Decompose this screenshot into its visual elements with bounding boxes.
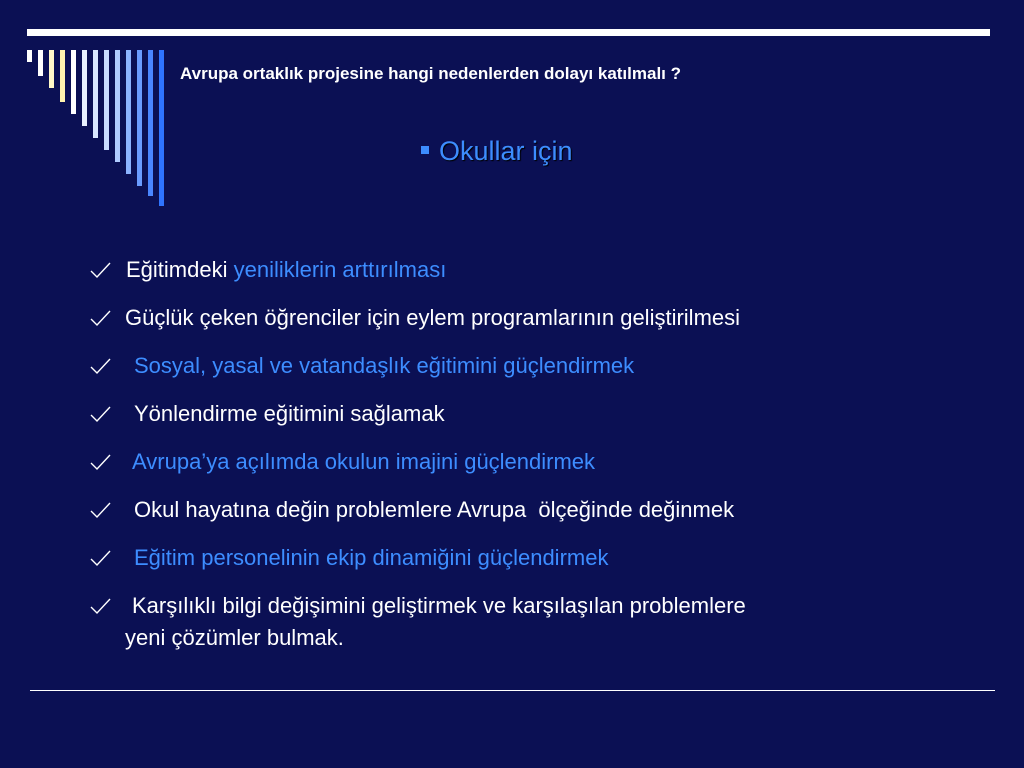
item-text: Karşılıklı bilgi değişimini geliştirmek ve karşılaşılan problemlere: [132, 593, 746, 618]
checkmark-icon: [88, 350, 114, 382]
checkmark-icon: [88, 302, 114, 334]
bullet-list: [88, 254, 988, 654]
subtitle-text: Okullar için: [439, 136, 573, 166]
bottom-rule: [30, 690, 995, 691]
list-item: [88, 446, 988, 478]
item-highlight: Avrupa’ya açılımda okulun imajini güçlendirmek: [132, 449, 596, 474]
item-text: Yönlendirme eğitimini sağlamak: [134, 401, 445, 426]
checkmark-icon: [88, 398, 114, 430]
checkmark-icon: [88, 494, 114, 526]
checkmark-icon: [88, 254, 114, 286]
checkmark-icon: [88, 446, 114, 478]
item-text: Eğitimdeki: [126, 257, 234, 282]
list-item: [88, 302, 988, 334]
list-item: [88, 494, 988, 526]
list-item: [88, 398, 988, 430]
list-item: [88, 350, 988, 382]
list-item: [88, 254, 988, 286]
item-text: Okul hayatına değin problemlere Avrupa ölçeğinde değinmek: [134, 497, 735, 522]
decorative-stripes: [0, 0, 200, 220]
square-bullet-icon: [421, 146, 429, 154]
checkmark-icon: [88, 542, 114, 574]
item-continuation: yeni çözümler bulmak.: [125, 625, 344, 650]
subtitle: [421, 136, 573, 167]
list-item: [88, 590, 988, 654]
item-highlight: yeniliklerin arttırılması: [233, 257, 447, 282]
list-item: [88, 542, 988, 574]
item-text: Güçlük çeken öğrenciler için eylem programlarının geliştirilmesi: [125, 305, 741, 330]
checkmark-icon: [88, 590, 114, 622]
item-highlight: Sosyal, yasal ve vatandaşlık eğitimini güçlendirmek: [134, 353, 635, 378]
slide-title: Avrupa ortaklık projesine hangi nedenlerden dolayı katılmalı ?: [180, 64, 682, 83]
item-highlight: Eğitim personelinin ekip dinamiğini güçlendirmek: [134, 545, 609, 570]
